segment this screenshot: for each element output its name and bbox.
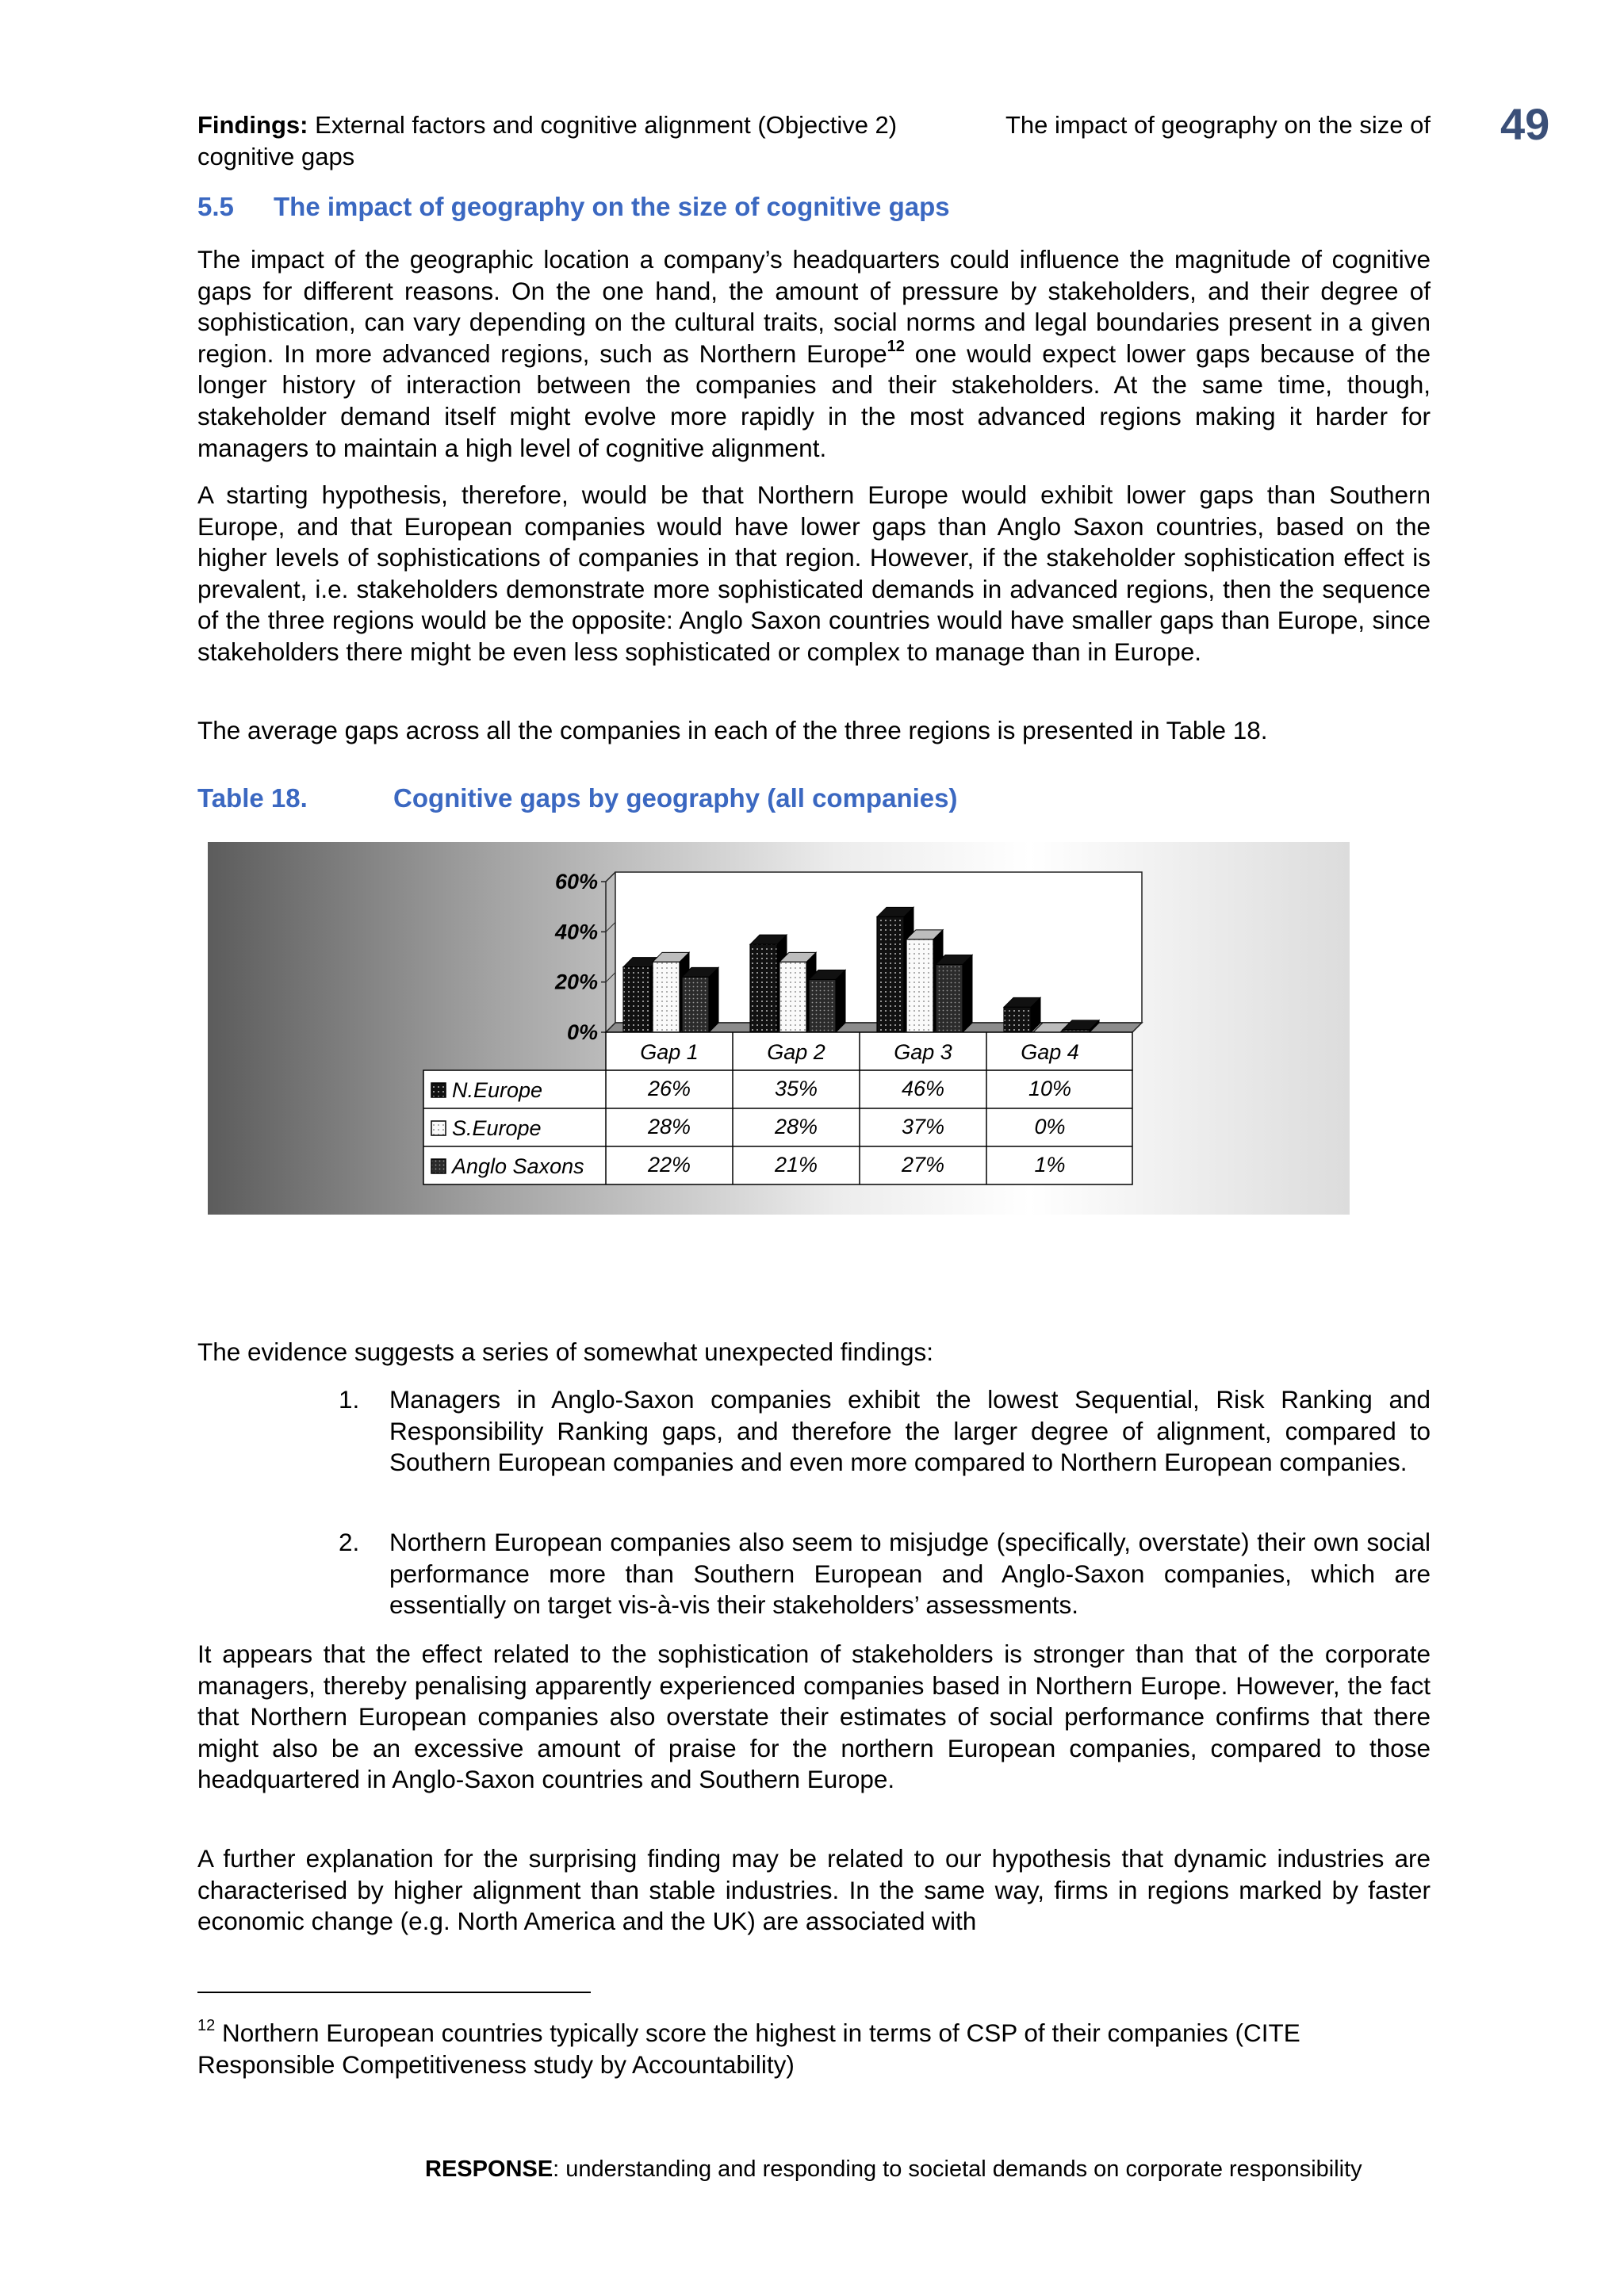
footnote-marker: 12	[197, 2017, 216, 2034]
legend-label: N.Europe	[452, 1078, 543, 1102]
paragraph-5: It appears that the effect related to the sophistication of stakeholders is stronger than that of the corporate managers, thereby penalising apparently experienced companies based in Northern Europe. However, the fact that Northern European companies also overstate their estimates of social performance confirms that there might also be an excessive amount of praise for the northern European companies, compared to those headquartered in Anglo-Saxon countries and Southern Europe.	[197, 1640, 1431, 1794]
paragraph-3: The average gaps across all the companies in each of the three regions is presented in Table 18.	[197, 716, 1268, 744]
data-label: 1%	[1034, 1153, 1066, 1177]
legend-swatch	[431, 1083, 446, 1097]
y-gridline	[606, 922, 615, 932]
header-label: Findings:	[197, 111, 308, 139]
footnote	[197, 2018, 1431, 2080]
x-category-label: Gap 2	[767, 1040, 825, 1064]
y-tick-label: 0%	[566, 1020, 598, 1044]
footnote-ref[interactable]: 12	[887, 337, 905, 355]
y-tick-label: 40%	[554, 920, 598, 944]
y-gridline	[606, 872, 615, 882]
section-title: The impact of geography on the size of cognitive gaps	[274, 192, 950, 221]
legend-swatch	[431, 1159, 446, 1173]
page-footer	[425, 2156, 1362, 2183]
paragraph-4: The evidence suggests a series of somewhat unexpected findings:	[197, 1337, 934, 1366]
paragraph-6: A further explanation for the surprising finding may be related to our hypothesis that dynamic industries are characterised by higher alignment than stable industries. In the same way, firms in regions marked by faster economic change (e.g. North America and the UK) are associated with	[197, 1844, 1431, 1936]
data-label: 10%	[1028, 1077, 1072, 1100]
footnote-text: Northern European countries typically score the highest in terms of CSP of their companies (CITE Responsible Competitiveness study by Accountability)	[197, 2019, 1300, 2079]
header-chapter: External factors and cognitive alignment (Objective 2)	[308, 111, 898, 139]
y-gridline	[606, 973, 615, 982]
y-tick-label: 20%	[554, 970, 598, 994]
x-category-label: Gap 1	[640, 1040, 699, 1064]
paragraph-1-text-a: The impact of the geographic location a company’s headquarters could influence the magnitude of cognitive gaps for different reasons. On the one hand, the amount of pressure by stakeholders, and their degree of sophistication, can vary depending on the cultural traits, social norms and legal boundaries present in a given region. In more advanced regions, such as Northern Europe	[197, 245, 1431, 368]
bar-side	[709, 967, 718, 1032]
bar	[936, 965, 963, 1033]
running-header-right: The impact of geography on the size of	[1005, 111, 1431, 139]
running-header-left-line2: cognitive gaps	[197, 143, 355, 170]
paragraph-1	[197, 244, 1431, 464]
data-label: 27%	[901, 1153, 945, 1177]
list-item-text: Northern European companies also seem to misjudge (specifically, overstate) their own social performance more than Southern European and Anglo-Saxon companies, which are essentially on target vis-à-vis their stakeholders’ assessments.	[389, 1528, 1431, 1620]
section-number: 5.5	[197, 192, 234, 221]
data-label: 35%	[774, 1077, 818, 1100]
data-label: 0%	[1034, 1115, 1066, 1138]
data-label: 37%	[901, 1115, 945, 1138]
running-header-left	[197, 109, 897, 141]
data-label: 28%	[774, 1115, 818, 1138]
legend-label: S.Europe	[452, 1116, 542, 1140]
legend-swatch	[431, 1121, 446, 1135]
bar	[682, 977, 709, 1032]
bar	[906, 939, 933, 1032]
bar	[750, 944, 777, 1032]
paragraph-2: A starting hypothesis, therefore, would be that Northern Europe would exhibit lower gaps than Southern Europe, and that European companies would have lower gaps than Anglo Saxon countries, based on the higher levels of sophistications of companies in that region. However, if the stakeholder sophistication effect is prevalent, i.e. stakeholders demonstrate more sophisticated demands in advanced regions, then the sequence of the three regions would be the opposite: Anglo Saxon countries would have smaller gaps than Europe, since stakeholders there might be even less sophisticated or complex to manage than in Europe.	[197, 480, 1431, 666]
bar	[623, 967, 650, 1032]
footer-tagline: : understanding and responding to societal demands on corporate responsibility	[553, 2156, 1362, 2182]
list-item-number: 2.	[339, 1528, 360, 1556]
list-item-number: 1.	[339, 1385, 360, 1414]
table-number: Table 18.	[197, 783, 308, 813]
list-item-text: Managers in Anglo-Saxon companies exhibit the lowest Sequential, Risk Ranking and Responsibility Ranking gaps, and therefore the larger degree of alignment, compared to Southern European companies and even more compared to Northern European companies.	[389, 1385, 1431, 1477]
data-label: 46%	[901, 1077, 945, 1100]
x-category-label: Gap 3	[894, 1040, 952, 1064]
chart-background	[208, 842, 1350, 1215]
table-caption	[197, 783, 957, 813]
x-category-label: Gap 4	[1021, 1040, 1079, 1064]
legend-label: Anglo Saxons	[452, 1154, 584, 1178]
table-title: Cognitive gaps by geography (all companies)	[393, 783, 958, 813]
paragraph-1-text-b: one would expect lower gaps because of the longer history of interaction between the companies and their stakeholders. At the same time, though, stakeholder demand itself might evolve more rapidly in the most advanced regions making it harder for managers to maintain a high level of cognitive alignment.	[197, 339, 1431, 462]
y-tick-label: 60%	[554, 870, 598, 894]
bar	[779, 962, 806, 1032]
bar	[1004, 1007, 1031, 1032]
bar	[877, 916, 904, 1032]
footnote-separator	[197, 1992, 591, 1993]
bar	[653, 962, 680, 1032]
data-label: 21%	[774, 1153, 818, 1177]
data-label: 26%	[647, 1077, 691, 1100]
footer-project-name: RESPONSE	[425, 2156, 553, 2182]
section-heading	[197, 192, 950, 222]
bar-side	[963, 955, 972, 1033]
bar	[809, 980, 836, 1033]
data-label: 28%	[647, 1115, 691, 1138]
page-number: 49	[1500, 99, 1550, 149]
data-label: 22%	[647, 1153, 691, 1177]
bar-chart	[208, 842, 1350, 1215]
bar-side	[836, 970, 845, 1033]
